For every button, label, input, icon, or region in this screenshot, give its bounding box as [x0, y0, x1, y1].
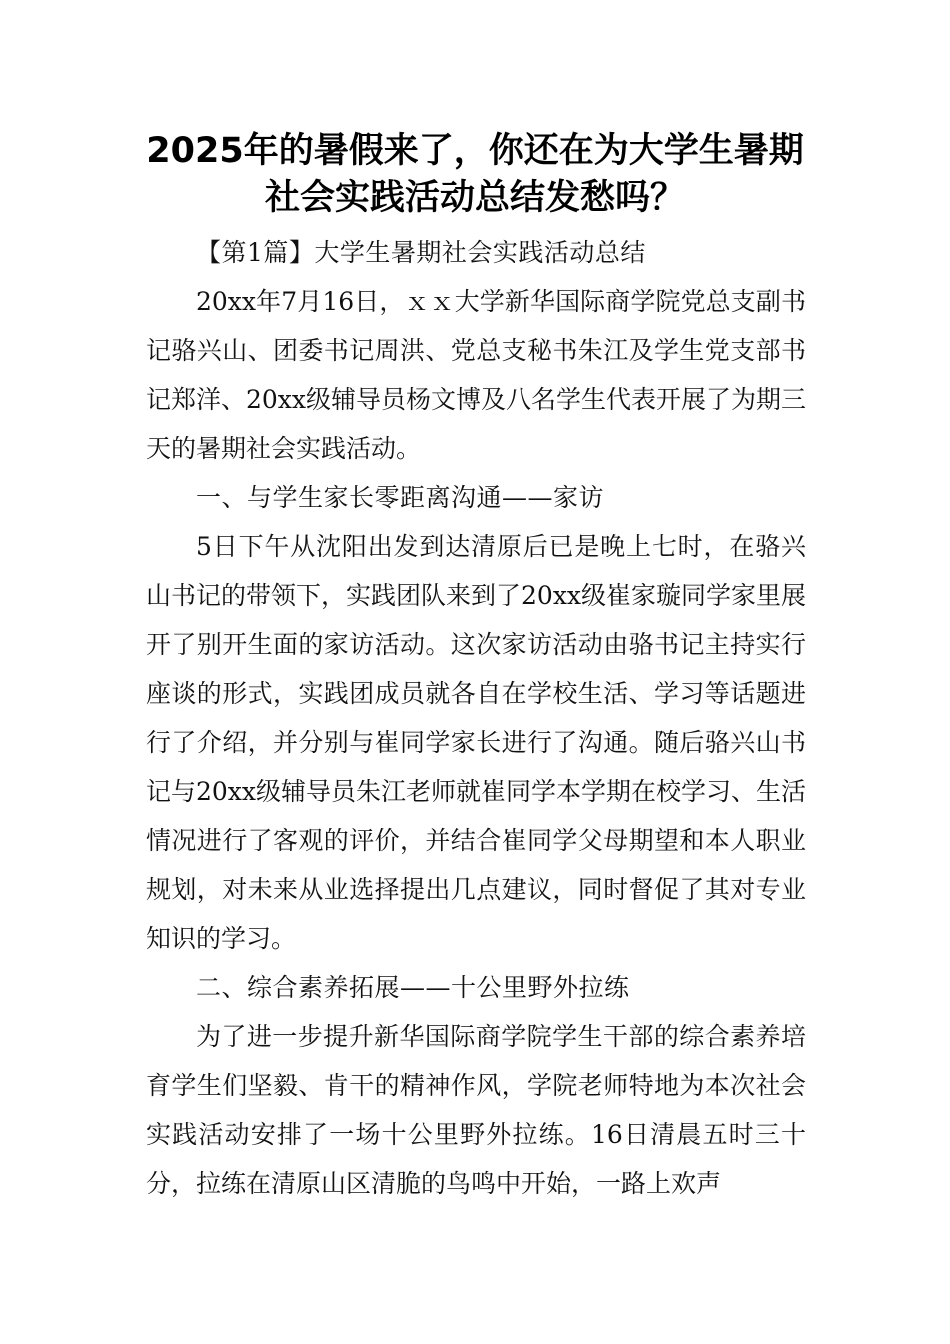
paragraph-3: 为了进一步提升新华国际商学院学生干部的综合素养培育学生们坚毅、肯干的精神作风，学院老师特地为本次社会实践活动安排了一场十公里野外拉练。16日清晨五时三十分，拉练在清原山区清脆的鸟鸣中开始，一路上欢声 [146, 1022, 806, 1198]
heading-2: 二、综合素养拓展——十公里野外拉练 [196, 973, 630, 1002]
paragraph-2: 5日下午从沈阳出发到达清原后已是晚上七时，在骆兴山书记的带领下，实践团队来到了20xx级崔家璇同学家里展开了别开生面的家访活动。这次家访活动由骆书记主持实行座谈的形式，实践团成员就各自在学校生活、学习等话题进行了介绍，并分别与崔同学家长进行了沟通。随后骆兴山书记与20xx级辅导员朱江老师就崔同学本学期在校学习、生活情况进行了客观的评价，并结合崔同学父母期望和本人职业规划，对未来从业选择提出几点建议，同时督促了其对专业知识的学习。 [146, 532, 807, 953]
section-label: 【第1篇】大学生暑期社会实践活动总结 [196, 238, 646, 267]
title-line-1: 2025年的暑假来了，你还在为大学生暑期 [146, 131, 804, 171]
document-title [100, 128, 850, 222]
heading-1: 一、与学生家长零距离沟通——家访 [196, 483, 605, 512]
title-line-2: 社会实践活动总结发愁吗？ [264, 178, 685, 218]
document-body [146, 228, 806, 1208]
paragraph-1: 20xx年7月16日，ｘｘ大学新华国际商学院党总支副书记骆兴山、团委书记周洪、党总支秘书朱江及学生党支部书记郑洋、20xx级辅导员杨文博及八名学生代表开展了为期三天的暑期社会实践活动。 [146, 287, 807, 463]
